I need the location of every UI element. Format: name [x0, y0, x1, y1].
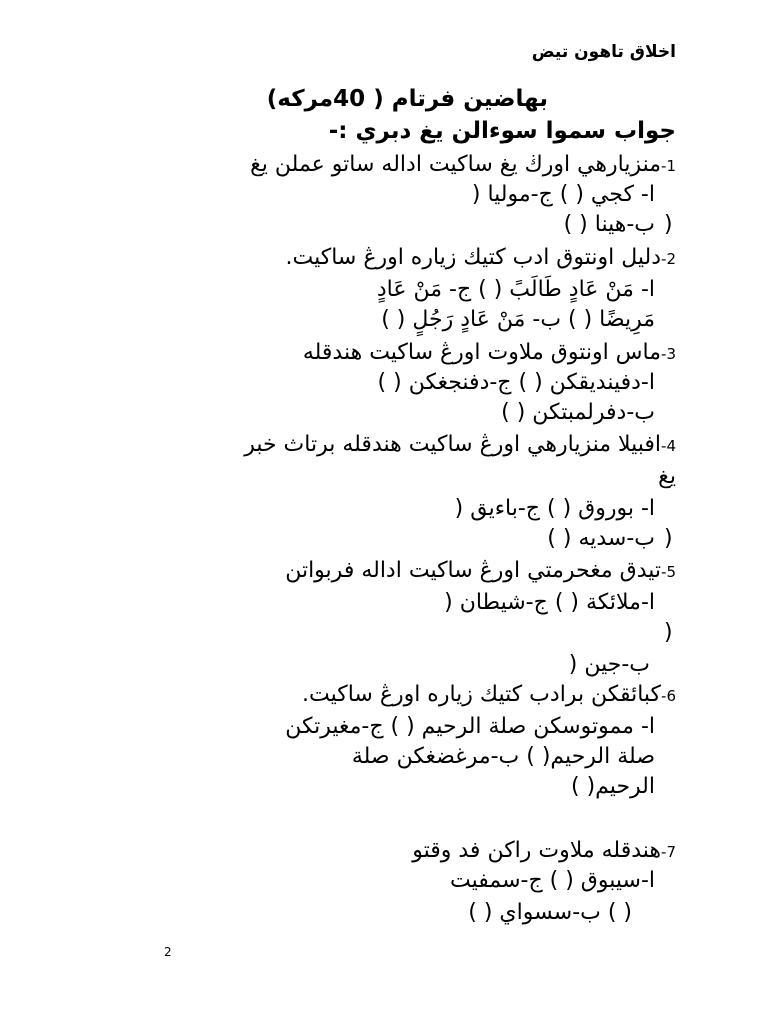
- question-3-options-a: ا-دفينديقكن ( ) ج-دفنجغكن ( ): [377, 370, 655, 395]
- document-header: اخلاق تاهون تيض: [531, 42, 676, 62]
- question-text: هندقله ملاوت راكن فد وقتو: [412, 838, 662, 863]
- question-2: [285, 243, 676, 274]
- question-2-options-a: ا- مَنْ عَادٍ طَالَبً ( ) ج- مَنْ عَادٍ: [376, 277, 655, 302]
- page-number: 2: [164, 945, 172, 959]
- question-1-options-a: ا- كجي ( ) ج-موليا (: [471, 182, 655, 207]
- question-3-options-b: ب-دفرلمبتكن ( ): [501, 400, 655, 425]
- question-number: 7-: [661, 843, 676, 861]
- question-2-options-b: مَرِيضًا ( ) ب- مَنْ عَادٍ رَجُلٍ ( ): [381, 307, 655, 332]
- exam-title: بهاضين فرتام ( 40مركه): [266, 86, 548, 112]
- question-6: [302, 680, 676, 711]
- question-1-tail: ): [664, 212, 673, 237]
- question-text: كبائقكن برادب كتيك زياره اورڠ ساكيت.: [301, 682, 662, 707]
- question-number: 1-: [661, 157, 676, 175]
- exam-instruction: جواب سموا سوءالن يغ دبري :-: [328, 118, 676, 144]
- question-4-tail: ): [664, 526, 673, 551]
- question-7-options-b: ( ) ب-سسواي ( ): [468, 900, 632, 925]
- question-4-continuation: يغ: [658, 464, 676, 489]
- question-3: [303, 338, 676, 369]
- question-5-tail: ): [664, 620, 673, 645]
- question-5-options-b: ب-جين (: [568, 652, 650, 677]
- question-6-options-b: صلة الرحيم( ) ب-مرغضغكن صلة: [351, 744, 655, 769]
- question-4: [244, 430, 676, 461]
- question-number: 4-: [661, 437, 676, 455]
- question-text: افبيلا منزيارهي اورڠ ساكيت هندقله برتاث خبر: [244, 432, 662, 457]
- question-text: تيدق مغحرمتي اورڠ ساكيت اداله فربواتن: [285, 558, 662, 583]
- question-number: 3-: [661, 345, 676, 363]
- question-number: 2-: [661, 250, 676, 268]
- question-number: 6-: [661, 687, 676, 705]
- question-text: دليل اونتوق ادب كتيك زياره اورڠ ساكيت.: [285, 245, 662, 270]
- question-text: منزيارهي اورڬ يغ ساكيت اداله ساتو عملن يغ: [250, 152, 662, 177]
- question-6-options-a: ا- مموتوسكن صلة الرحيم ( ) ج-مغيرتكن: [285, 714, 655, 739]
- question-4-options-b: ب-سديه ( ): [547, 526, 655, 551]
- question-4-options-a: ا- بوروق ( ) ج-باءيق (: [454, 496, 655, 521]
- question-text: ماس اونتوق ملاوت اورڠ ساكيت هندقله: [302, 340, 662, 365]
- question-5: [285, 556, 676, 587]
- question-1-options-b: ب-هينا ( ): [563, 212, 655, 237]
- question-number: 5-: [661, 563, 676, 581]
- question-6-options-c: الرحيم( ): [571, 774, 655, 799]
- question-7-options-a: ا-سيبوق ( ) ج-سمفيت: [449, 868, 655, 893]
- question-1: [250, 150, 676, 181]
- question-7: [412, 836, 676, 867]
- question-5-options-a: ا-ملائكة ( ) ج-شيطان (: [444, 590, 655, 615]
